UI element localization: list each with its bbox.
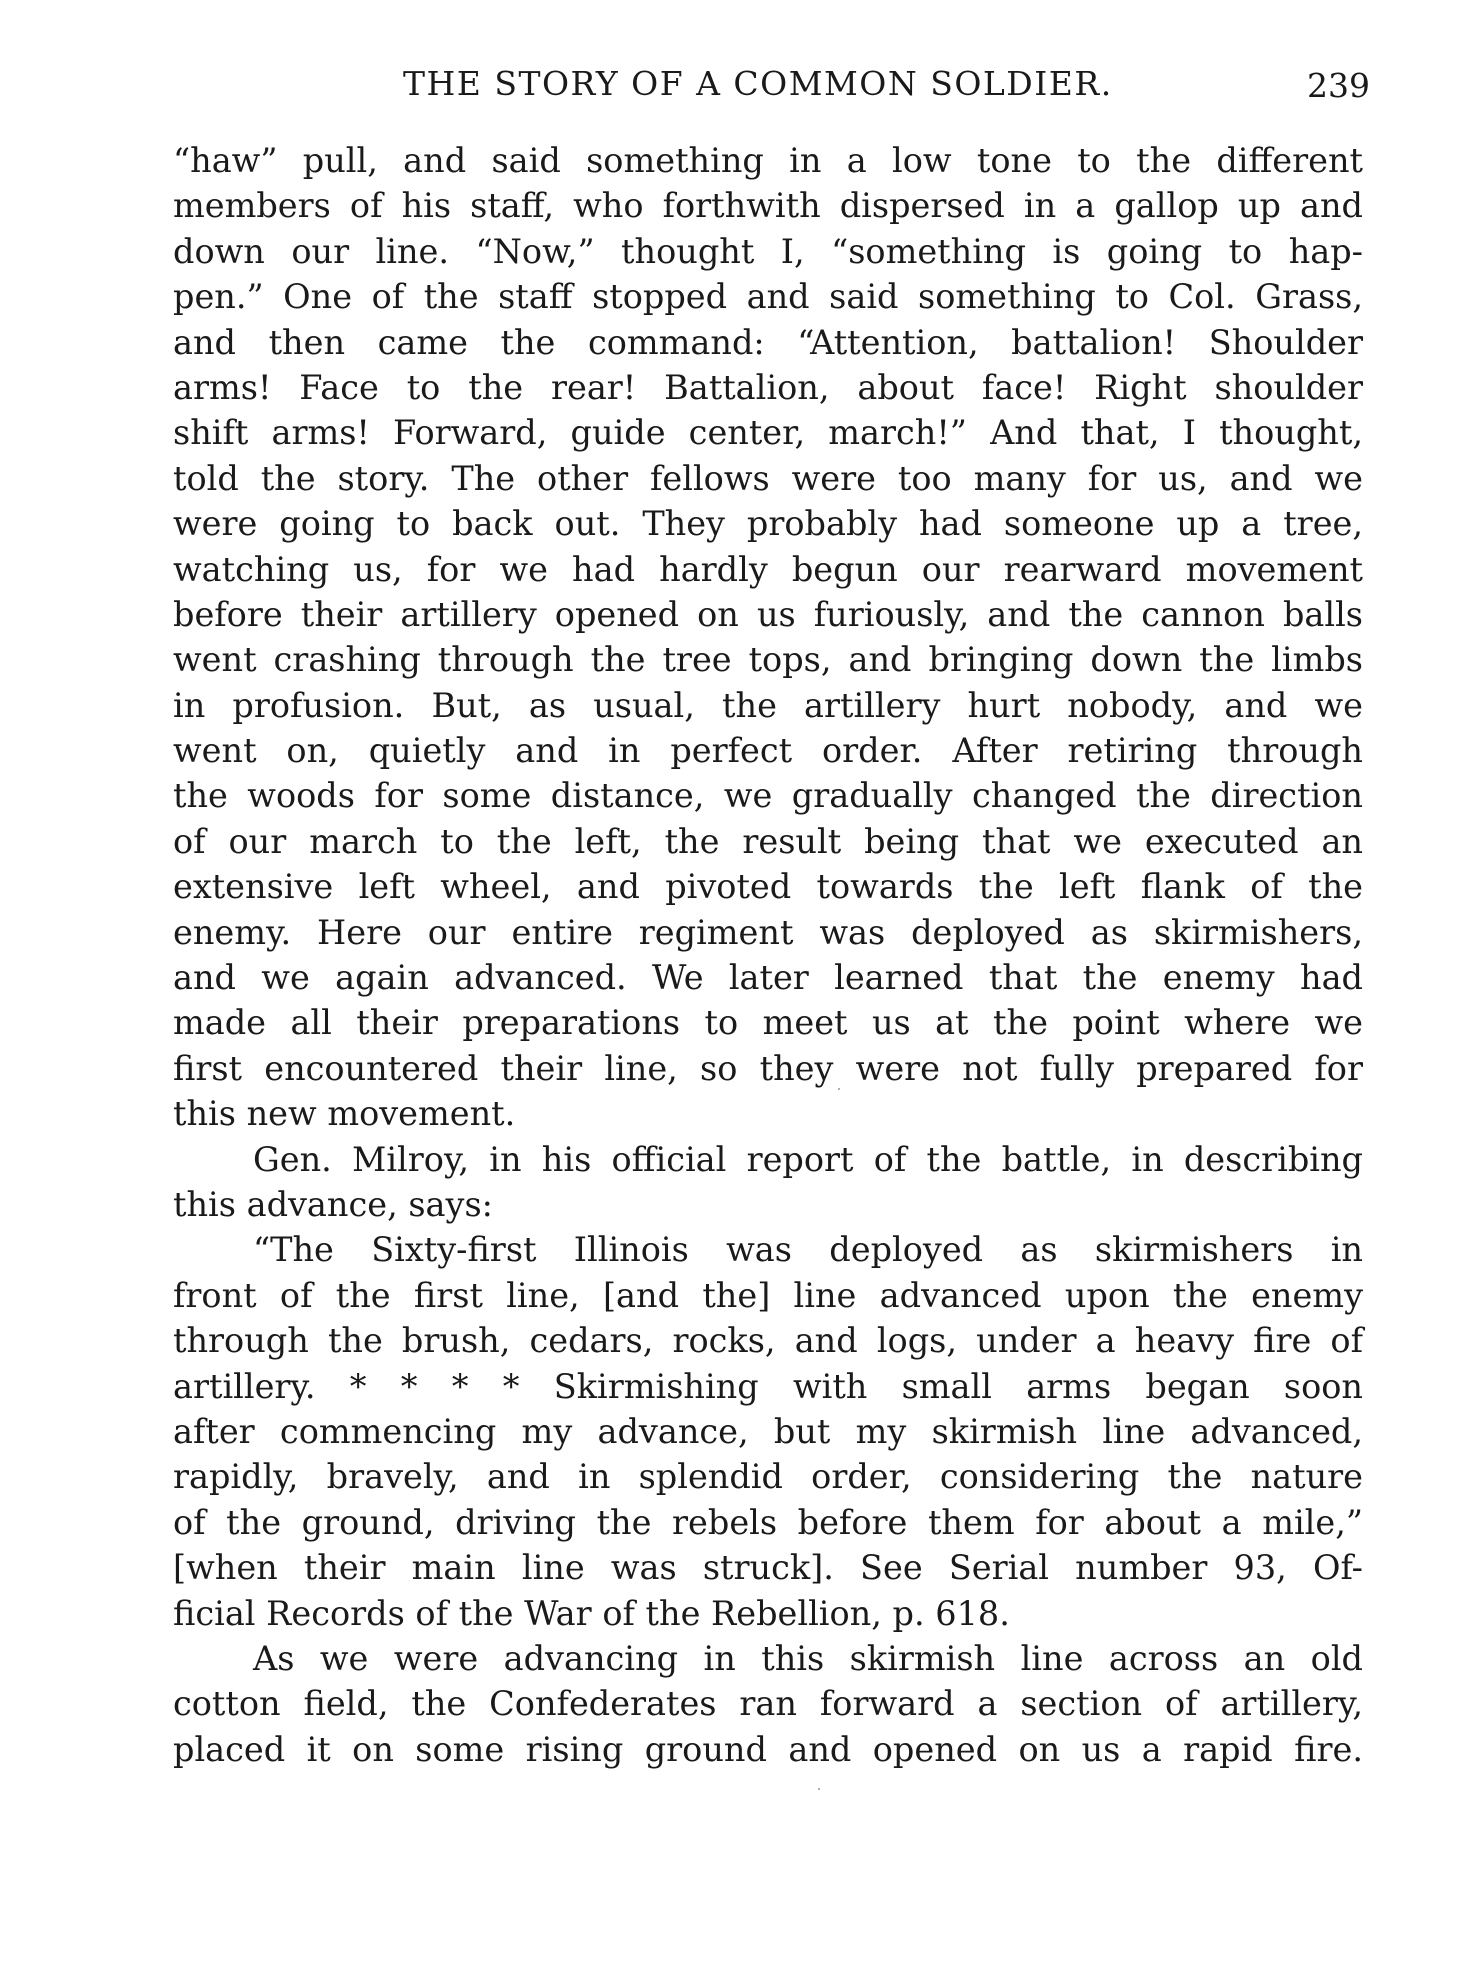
- paragraph-end-line: this advance, says:: [173, 1184, 493, 1224]
- text-line: enemy. Here our entire regiment was deployed as skirmishers,: [173, 912, 1363, 952]
- text-line: were going to back out. They probably had someone up a tree,: [173, 504, 1363, 544]
- paragraph-end-line: ficial Records of the War of the Rebellion, p. 618.: [173, 1593, 1010, 1633]
- text-line: shift arms! Forward, guide center, march!” And that, I thought,: [173, 413, 1363, 453]
- text-line: went crashing through the tree tops, and bringing down the limbs: [173, 640, 1363, 680]
- quote-start-line: “The Sixty-first Illinois was deployed as skirmishers in: [253, 1230, 1363, 1270]
- text-line: the woods for some distance, we gradually changed the direction: [173, 776, 1363, 816]
- paragraph-end-line: this new movement.: [173, 1094, 516, 1134]
- paper-speck: [838, 1088, 840, 1090]
- text-line: watching us, for we had hardly begun our rearward movement: [173, 549, 1363, 589]
- quote-line: front of the first line, [and the] line advanced upon the enemy: [173, 1275, 1363, 1315]
- text-line: cotton field, the Confederates ran forward a section of artillery,: [173, 1684, 1363, 1724]
- text-line: down our line. “Now,” thought I, “something is going to hap-: [173, 231, 1363, 271]
- paragraph-start-line: Gen. Milroy, in his official report of the battle, in describing: [253, 1139, 1363, 1179]
- quote-line: artillery. * * * * Skirmishing with small arms began soon: [173, 1366, 1363, 1406]
- text-line: in profusion. But, as usual, the artillery hurt nobody, and we: [173, 685, 1363, 725]
- text-line: extensive left wheel, and pivoted towards the left flank of the: [173, 867, 1363, 907]
- text-line: made all their preparations to meet us at the point where we: [173, 1003, 1363, 1043]
- text-line: told the story. The other fellows were too many for us, and we: [173, 458, 1363, 498]
- text-line: went on, quietly and in perfect order. After retiring through: [173, 731, 1363, 771]
- quote-line: rapidly, bravely, and in splendid order, considering the nature: [173, 1457, 1363, 1497]
- text-line: pen.” One of the staff stopped and said something to Col. Grass,: [173, 277, 1363, 317]
- text-line: and then came the command: “Attention, battalion! Shoulder: [173, 322, 1363, 362]
- text-line: before their artillery opened on us furiously, and the cannon balls: [173, 594, 1363, 634]
- quote-line: through the brush, cedars, rocks, and logs, under a heavy fire of: [173, 1321, 1363, 1361]
- text-line: placed it on some rising ground and opened on us a rapid fire.: [173, 1729, 1363, 1769]
- body-text: [173, 138, 1363, 1772]
- text-line: and we again advanced. We later learned that the enemy had: [173, 958, 1363, 998]
- text-line: [when their main line was struck]. See Serial number 93, Of-: [173, 1548, 1363, 1588]
- paper-speck: [818, 1788, 820, 1790]
- text-line: “haw” pull, and said something in a low tone to the different: [173, 141, 1363, 180]
- text-line: arms! Face to the rear! Battalion, about face! Right shoulder: [173, 367, 1363, 407]
- quote-line: after commencing my advance, but my skirmish line advanced,: [173, 1411, 1363, 1451]
- text-line: members of his staff, who forthwith dispersed in a gallop up and: [173, 186, 1363, 226]
- text-line: first encountered their line, so they were not fully prepared for: [173, 1048, 1363, 1088]
- paragraph-start-line: As we were advancing in this skirmish line across an old: [253, 1638, 1363, 1678]
- running-title: THE STORY OF A COMMON SOLDIER.: [403, 64, 1113, 103]
- running-head: [170, 64, 1370, 110]
- page-number: 239: [1307, 66, 1370, 105]
- quote-line: of the ground, driving the rebels before them for about a mile,”: [173, 1502, 1363, 1542]
- text-line: of our march to the left, the result being that we executed an: [173, 821, 1363, 861]
